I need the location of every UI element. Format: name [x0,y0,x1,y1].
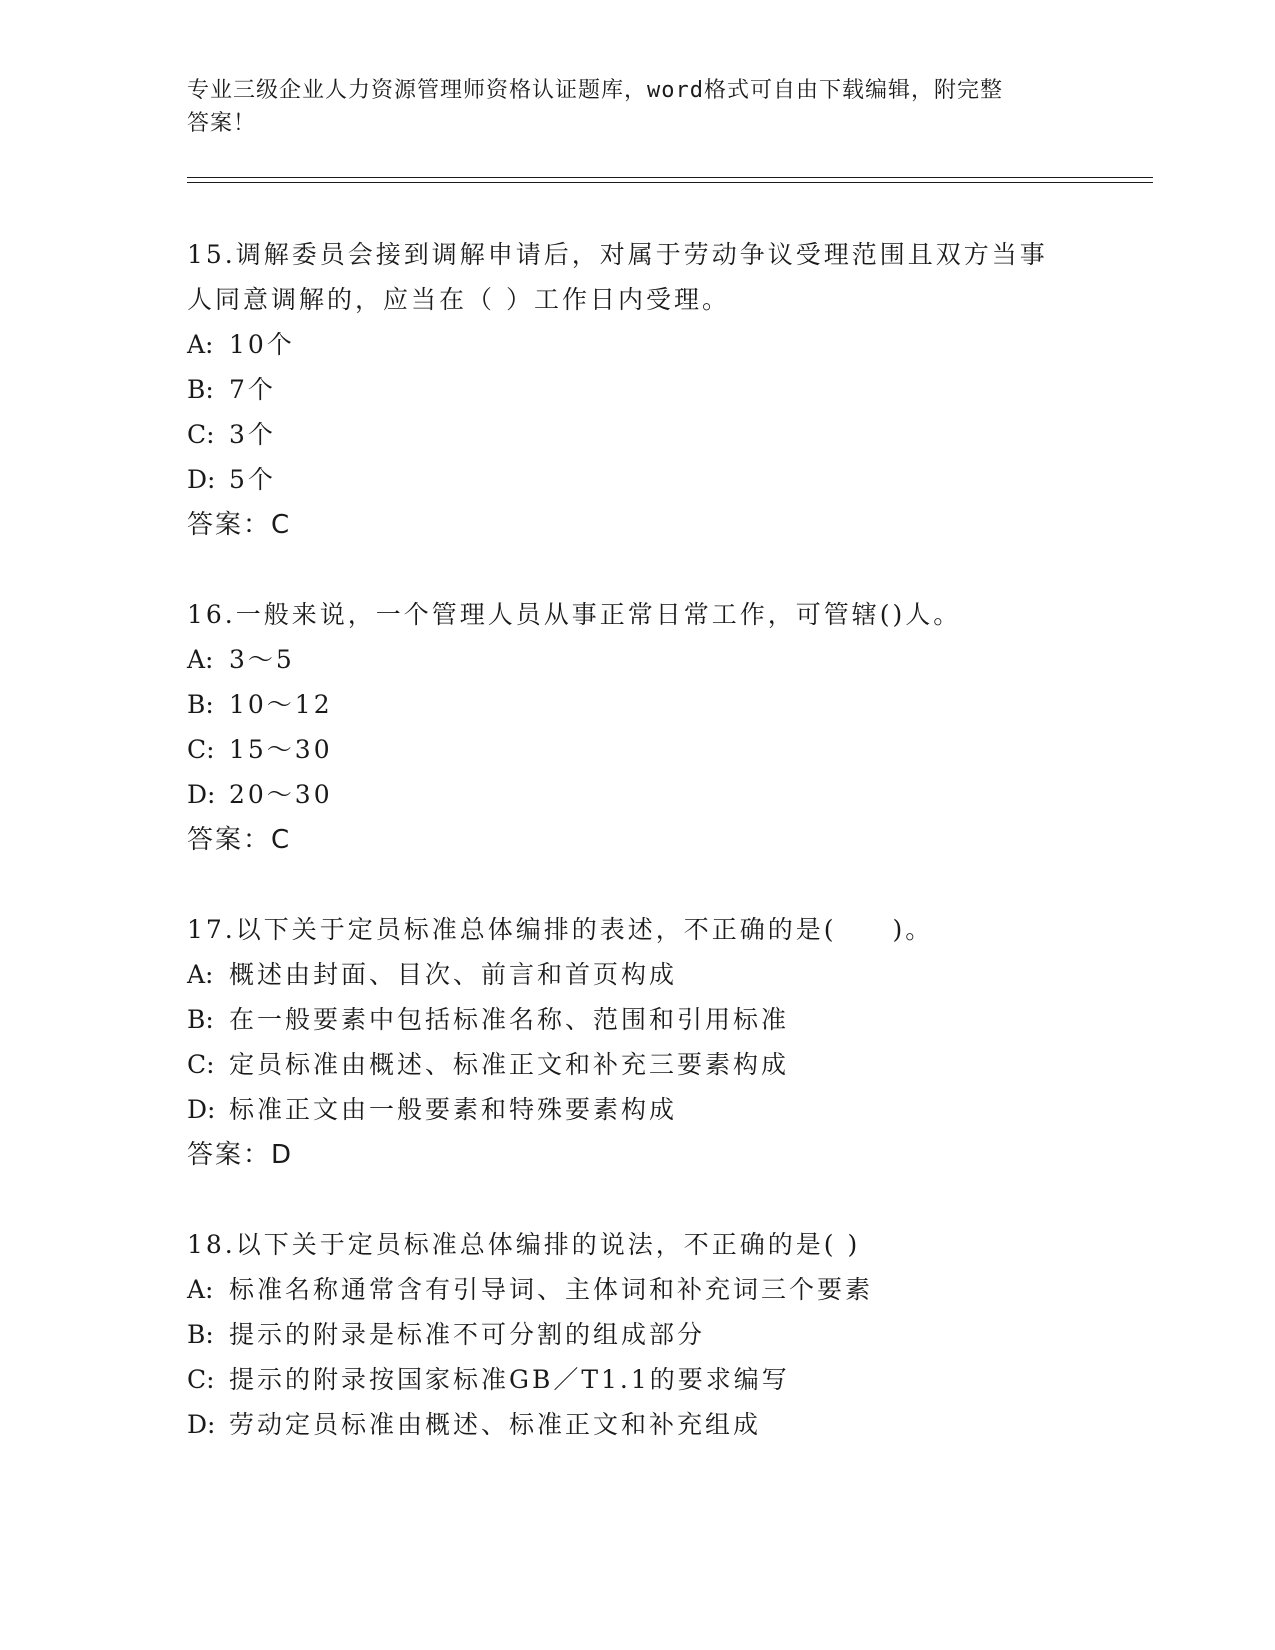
question-stem: 17.以下关于定员标准总体编排的表述，不正确的是( )。 [187,915,934,944]
option-label: B: [187,375,214,404]
option-text: 10个 [229,330,295,359]
option-text: 提示的附录是标准不可分割的组成部分 [229,1320,706,1349]
option-text: 10～12 [229,690,333,719]
option-label: A: [187,645,214,674]
option-label: D: [187,780,216,809]
option-d [187,1402,1087,1447]
option-c [187,727,1087,772]
option-text: 标准名称通常含有引导词、主体词和补充词三个要素 [229,1275,874,1304]
option-label: C: [187,735,215,764]
header-line-1: 专业三级企业人力资源管理师资格认证题库，word格式可自由下载编辑，附完整 [187,78,1003,103]
option-text: 3个 [229,420,276,449]
option-label: A: [187,1275,214,1304]
option-b [187,367,1087,412]
question-15 [187,232,1087,548]
question-18 [187,1222,1087,1447]
option-label: C: [187,1050,215,1079]
question-stem: 15.调解委员会接到调解申请后，对属于劳动争议受理范围且双方当事 [187,240,1048,269]
option-text: 概述由封面、目次、前言和首页构成 [229,960,678,989]
option-d [187,772,1087,817]
answer-line: 答案：C [187,825,292,855]
option-label: D: [187,1095,216,1124]
question-16 [187,592,1087,863]
header-divider-top [187,177,1153,178]
option-label: B: [187,1320,214,1349]
option-text: 提示的附录按国家标准GB／T1.1的要求编写 [229,1365,790,1394]
option-text: 5个 [229,465,276,494]
option-a [187,1267,1087,1312]
option-label: D: [187,1410,216,1439]
option-d [187,457,1087,502]
option-text: 3～5 [229,645,295,674]
option-c [187,1357,1087,1402]
header-line-2: 答案！ [187,111,257,136]
option-label: B: [187,690,214,719]
option-text: 20～30 [229,780,333,809]
option-a [187,322,1087,367]
option-label: A: [187,960,214,989]
option-label: A: [187,330,214,359]
option-d [187,1087,1087,1132]
option-label: C: [187,1365,215,1394]
answer-line: 答案：C [187,510,292,540]
question-stem: 18.以下关于定员标准总体编排的说法，不正确的是( ) [187,1230,861,1259]
option-text: 在一般要素中包括标准名称、范围和引用标准 [229,1005,790,1034]
header-divider-bottom [187,182,1153,183]
option-text: 7个 [229,375,276,404]
question-stem: 16.一般来说，一个管理人员从事正常日常工作，可管辖()人。 [187,600,962,629]
option-text: 15～30 [229,735,333,764]
option-b [187,1312,1087,1357]
option-b [187,682,1087,727]
option-b [187,997,1087,1042]
question-17 [187,907,1087,1178]
option-text: 劳动定员标准由概述、标准正文和补充组成 [229,1410,762,1439]
answer-line: 答案：D [187,1140,294,1170]
option-a [187,952,1087,997]
option-label: D: [187,465,216,494]
option-text: 标准正文由一般要素和特殊要素构成 [229,1095,678,1124]
option-text: 定员标准由概述、标准正文和补充三要素构成 [229,1050,790,1079]
option-label: C: [187,420,215,449]
question-stem: 人同意调解的，应当在（ ）工作日内受理。 [187,285,730,314]
option-label: B: [187,1005,214,1034]
option-a [187,637,1087,682]
option-c [187,412,1087,457]
option-c [187,1042,1087,1087]
document-header [187,74,1087,140]
